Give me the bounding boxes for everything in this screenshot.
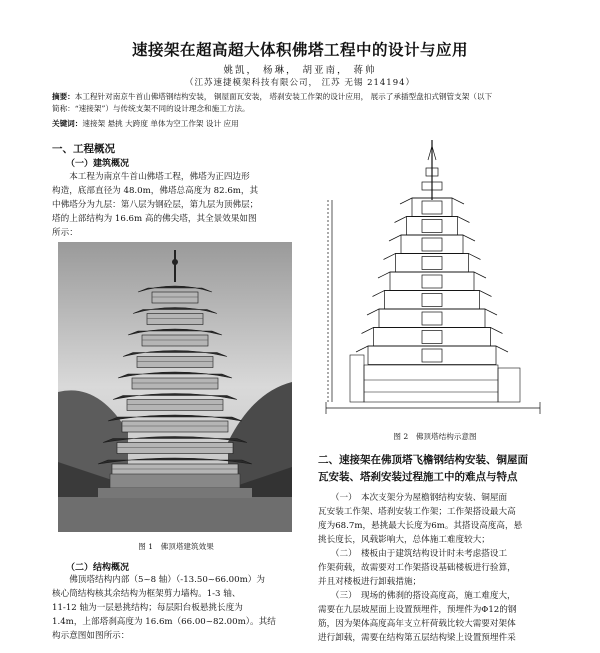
pagoda-body-tier — [132, 378, 218, 389]
pagoda-body-tier — [142, 335, 208, 346]
text-line: 核心筒结构核其余结构为框架剪力墙构。1-3 轴、 — [52, 589, 241, 599]
text-line: 筋，因为架体高度高年支立杆荷载比较大需要对架体 — [318, 619, 516, 629]
text-line: 中佛塔分为九层：第八层为钢砼层，第九层为顶佛层； — [52, 200, 259, 210]
figure2-image — [318, 140, 548, 425]
section2-heading — [318, 452, 558, 486]
pagoda-body-tier — [127, 400, 223, 411]
keywords — [52, 118, 552, 129]
figure1-image — [58, 242, 292, 532]
text-line: 并且对楼板进行卸载措施； — [318, 577, 422, 587]
text-line: （二） 楼板由于建筑结构设计时未考虑搭设工 — [318, 549, 508, 559]
text-line: 构示意图如图所示： — [52, 631, 130, 641]
text-line: 所示： — [52, 228, 78, 238]
author-list: 姚凯， 杨琳， 胡亚南， 蒋帅 — [223, 65, 377, 76]
structure-core — [422, 294, 442, 307]
abstract — [52, 91, 552, 115]
figure2-structure-diagram — [318, 140, 548, 425]
section2-heading-line-2: 瓦安装、塔刹安装过程施工中的难点与特点 — [318, 471, 518, 483]
pagoda-body-tier — [122, 421, 228, 432]
structure-core — [422, 312, 442, 325]
text-line: 挑长度长，风载影响大，总体施工难度较大； — [318, 535, 490, 545]
section1-sub1-body — [52, 170, 300, 240]
text-line: 1.4m，上部塔刹高度为 16.6m（66.00~82.00m）。其结 — [52, 617, 276, 627]
text-line: （三） 现场的佛刹的搭设高度高，施工难度大， — [318, 591, 516, 601]
structure-core — [422, 220, 442, 233]
structure-core — [422, 238, 442, 251]
structure-core — [422, 349, 442, 362]
text-line: 瓦安装工作架、塔刹安装工作架；工作架搭设最大高 — [318, 507, 516, 517]
keywords-label: 关键词： — [52, 119, 83, 128]
text-line: 佛顶塔结构内部（5~8 轴）（-13.50~66.00m）为 — [52, 575, 265, 585]
text-line: 11-12 轴为一层悬挑结构；每层阳台板悬挑长度为 — [52, 603, 243, 613]
text-line: 度为68.7m，悬挑最大长度为6m。其搭设高度高，悬 — [318, 521, 523, 531]
section1-sub2-heading: （二）结构概况 — [66, 563, 130, 573]
text-line: 进行卸载，需要在结构第五层结构梁上设置预埋件采 — [318, 633, 516, 643]
pagoda-body-tier — [147, 314, 203, 325]
keywords-text: 速接架 悬挑 大跨度 单体为空工作架 设计 应用 — [82, 119, 239, 128]
text-line: 本工程为南京牛首山佛塔工程，佛塔为正四边形 — [52, 172, 250, 182]
text-line: 塔的上部结构为 16.6m 高的佛尖塔，其全景效果如图 — [52, 214, 257, 224]
structure-core — [422, 201, 442, 214]
text-line: 需要在九层坡屋面上设置预埋件，预埋件为Φ12的钢 — [318, 605, 517, 615]
abstract-label: 摘要： — [52, 92, 75, 101]
structure-core — [422, 257, 442, 270]
affiliation: （江苏速捷模架科技有限公司， 江苏 无锡 214194） — [184, 78, 416, 88]
pagoda-body-tier — [117, 443, 233, 454]
paper-title: 速接架在超高超大体积佛塔工程中的设计与应用 — [131, 41, 468, 59]
pagoda-body-tier — [152, 292, 198, 303]
structure-core — [422, 331, 442, 344]
figure1-caption: 图 1 佛顶塔建筑效果 — [138, 542, 214, 551]
section1-heading: 一、工程概况 — [52, 143, 115, 155]
text-line: 构造，底部直径为 48.0m，佛塔总高度为 82.6m，其 — [52, 186, 259, 196]
text-line: 作架荷载，故需要对工作架搭设基础楼板进行验算， — [318, 563, 516, 573]
figure2-caption: 图 2 佛顶塔结构示意图 — [393, 432, 477, 441]
section1-sub1-heading: （一）建筑概况 — [66, 159, 130, 169]
abstract-line-1: 本工程针对南京牛首山佛塔钢结构安装， 铜屋面瓦安装， 塔刹安装工作架的设计应用， 展示了承插型盘扣式钢管支架（以下 — [74, 92, 493, 101]
section2-heading-line-1: 二、速接架在佛顶塔飞檐钢结构安装、铜屋面 — [318, 454, 528, 466]
structure-core — [422, 275, 442, 288]
section2-body — [318, 491, 566, 645]
pagoda-body-tier — [137, 357, 213, 368]
section1-sub2-body — [52, 573, 300, 643]
abstract-line-2: 简称：“速接架”）与传统支架不同的设计理念和施工方法。 — [52, 104, 250, 113]
pagoda-body-tier — [112, 464, 238, 475]
figure1-pagoda-photo — [58, 242, 292, 532]
text-line: （一） 本次支架分为屋檐钢结构安装、铜屋面 — [318, 493, 508, 503]
